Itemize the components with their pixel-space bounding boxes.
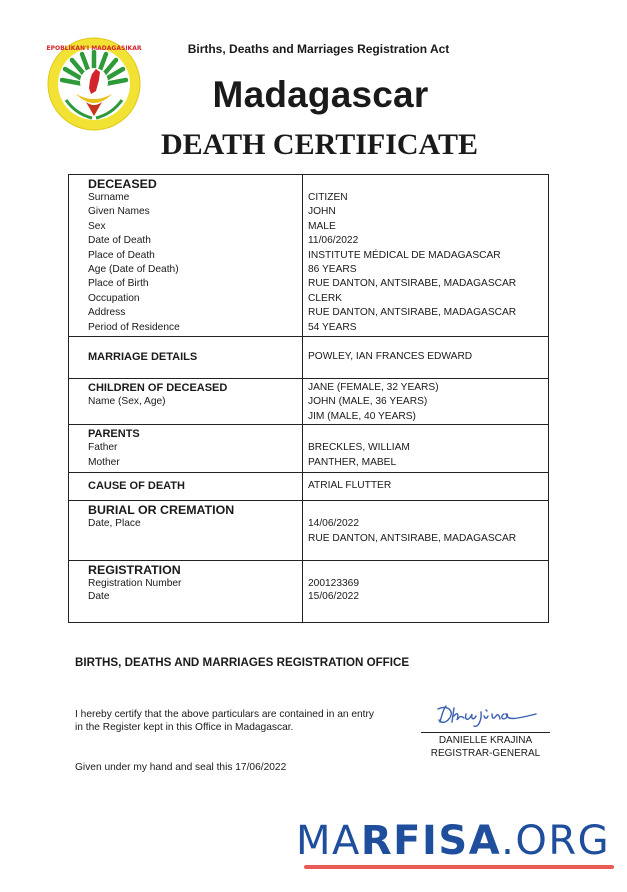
document-title: DEATH CERTIFICATE xyxy=(160,128,479,161)
registration-number-value: 200123369 xyxy=(308,578,359,590)
burial-heading: BURIAL OR CREMATION xyxy=(88,503,235,518)
parents-heading: PARENTS xyxy=(88,428,140,441)
certification-statement xyxy=(75,708,415,734)
child-entry: JOHN (MALE, 36 YEARS) xyxy=(308,396,428,408)
field-value-place-of-birth: RUE DANTON, ANTSIRABE, MADAGASCAR xyxy=(308,278,517,290)
children-heading: CHILDREN OF DECEASED xyxy=(88,382,228,394)
marriage-spouse-value: POWLEY, IAN FRANCES EDWARD xyxy=(308,351,473,363)
watermark-part-3: .ORG xyxy=(501,818,611,864)
deceased-heading: DECEASED xyxy=(88,177,157,191)
registration-date-value: 15/06/2022 xyxy=(308,591,359,603)
mother-label: Mother xyxy=(88,456,120,468)
registration-heading: REGISTRATION xyxy=(88,563,181,578)
registration-section xyxy=(69,561,549,623)
marriage-heading: MARRIAGE DETAILS xyxy=(88,351,198,363)
registration-date-label: Date xyxy=(88,591,110,603)
marfisa-watermark xyxy=(296,818,610,864)
field-value-given-names: JOHN xyxy=(308,206,336,218)
marriage-section xyxy=(69,337,549,379)
field-value-place-of-death: INSTITUTE MÉDICAL DE MADAGASCAR xyxy=(308,249,501,261)
deceased-section xyxy=(69,175,549,337)
field-value-sex: MALE xyxy=(308,220,336,232)
field-label-occupation: Occupation xyxy=(88,292,140,304)
certify-line-2: in the Register kept in this Office in Madagascar. xyxy=(75,722,294,733)
signatory-title: REGISTRAR-GENERAL xyxy=(430,747,541,759)
field-label-address: Address xyxy=(88,307,126,319)
signature-block xyxy=(418,700,553,760)
watermark-part-1: MA xyxy=(296,818,361,864)
svg-text:REPOBLIKAN'I MADAGASIKARA: REPOBLIKAN'I MADAGASIKARA xyxy=(46,45,142,52)
given-under-hand-statement: Given under my hand and seal this 17/06/2022 xyxy=(75,762,287,773)
signature-line xyxy=(421,732,550,733)
field-value-age: 86 YEARS xyxy=(308,263,357,275)
field-value-surname: CITIZEN xyxy=(308,192,348,203)
certify-line-1: I hereby certify that the above particulars are contained in an entry xyxy=(75,709,375,720)
field-value-occupation: CLERK xyxy=(308,292,342,304)
field-label-date-of-death: Date of Death xyxy=(88,235,151,247)
watermark-part-2: RFISA xyxy=(360,818,502,864)
cause-value: ATRIAL FLUTTER xyxy=(308,480,392,492)
cause-heading: CAUSE OF DEATH xyxy=(88,480,185,493)
signatory-name: DANIELLE KRAJINA xyxy=(438,735,533,746)
certificate-table xyxy=(68,174,549,623)
burial-sublabel: Date, Place xyxy=(88,518,141,530)
child-entry: JIM (MALE, 40 YEARS) xyxy=(308,410,416,422)
mother-value: PANTHER, MABEL xyxy=(308,456,397,468)
field-label-age: Age (Date of Death) xyxy=(88,263,179,275)
field-label-period-of-residence: Period of Residence xyxy=(88,321,180,333)
father-value: BRECKLES, WILLIAM xyxy=(308,442,410,454)
act-title: Births, Deaths and Marriages Registration Act xyxy=(187,42,450,56)
watermark-underline xyxy=(304,865,614,869)
burial-section xyxy=(69,501,549,561)
field-value-address: RUE DANTON, ANTSIRABE, MADAGASCAR xyxy=(308,307,517,319)
child-entry: JANE (FEMALE, 32 YEARS) xyxy=(308,382,439,393)
field-label-surname: Surname xyxy=(88,192,130,203)
burial-place: RUE DANTON, ANTSIRABE, MADAGASCAR xyxy=(308,532,517,544)
field-label-place-of-death: Place of Death xyxy=(88,249,155,261)
children-sublabel: Name (Sex, Age) xyxy=(88,396,166,407)
field-value-period-of-residence: 54 YEARS xyxy=(308,321,357,333)
signature-icon xyxy=(426,700,546,730)
field-label-given-names: Given Names xyxy=(88,206,150,218)
field-label-sex: Sex xyxy=(88,220,106,232)
field-label-place-of-birth: Place of Birth xyxy=(88,278,149,290)
burial-date: 14/06/2022 xyxy=(308,518,359,530)
office-title: BIRTHS, DEATHS AND MARRIAGES REGISTRATION OFFICE xyxy=(75,656,410,669)
registration-number-label: Registration Number xyxy=(88,578,182,590)
children-section xyxy=(69,379,549,425)
father-label: Father xyxy=(88,442,118,454)
parents-section xyxy=(69,425,549,473)
field-value-date-of-death: 11/06/2022 xyxy=(308,235,359,247)
cause-section xyxy=(69,473,549,501)
country-name: Madagascar xyxy=(212,74,429,115)
